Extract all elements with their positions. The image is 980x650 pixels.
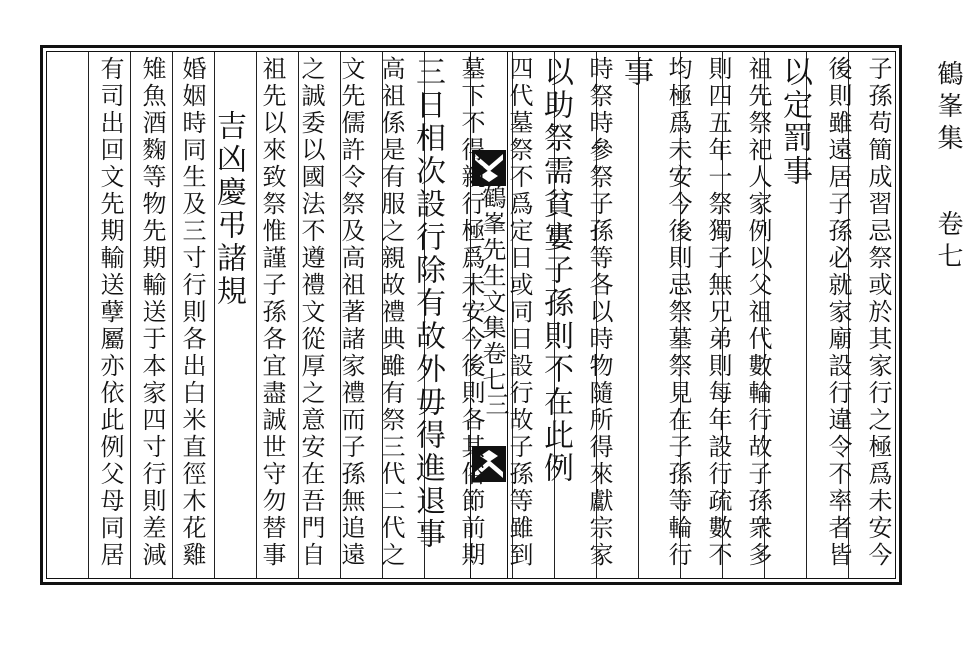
text-column: 婚姻時同生及三寸行則各出白米直徑木花雞 [178, 56, 206, 569]
text-column: 三日相次設行除有故外毋得進退事 [410, 56, 445, 551]
column-rule [88, 52, 89, 578]
text-column: 祖先以來致祭惟謹子孫各宜盡誠世守勿替事 [258, 56, 286, 569]
text-column: 後則雖遠居子孫必就家廟設行違令不率者皆 [824, 56, 852, 569]
text-column: 四代墓祭不爲定日或同日設行故子孫等雖到 [505, 56, 533, 569]
volume-label-margin: 卷七 [933, 210, 963, 274]
text-column: 有司出回文先期輸送孽屬亦依此例父母同居 [96, 56, 124, 569]
text-column: 墓下不得親行極爲未安今後則各其俗節前期 [457, 56, 485, 569]
text-column: 以助祭需貧寠子孫則不在此例 [538, 56, 573, 485]
text-column: 文先儒許令祭及高祖著諸家禮而子孫無追遠 [337, 56, 365, 569]
text-column: 祖先祭祀人家例以父祖代數輪行故子孫衆多 [744, 56, 772, 569]
text-column: 高祖係是有服之親故禮典雖有祭三代二代之 [377, 56, 405, 569]
fold-title: 鶴峯先生文集卷七 [478, 185, 506, 393]
text-column: 子孫苟簡成習忌祭或於其家行之極爲未安今 [864, 56, 892, 569]
text-column: 之誠委以國法不遵禮文從厚之意安在吾門自 [297, 56, 325, 569]
text-column: 則四五年一祭獨子無兄弟則每年設行疏數不 [704, 56, 732, 569]
text-column: 雉魚酒麴等物先期輸送于本家四寸行則差減 [138, 56, 166, 569]
text-column: 以定罰事 [777, 56, 812, 188]
book-title-margin: 鶴峯集 [933, 60, 963, 156]
text-column: 時祭時參祭子孫等各以時物隨所得來獻宗家 [585, 56, 613, 569]
section-heading: 吉凶慶弔諸規 [211, 110, 246, 308]
text-column: 均極爲未安今後則忌祭墓祭見在子孫等輪行 [664, 56, 692, 569]
column-rule [638, 52, 639, 578]
text-column: 事 [618, 56, 653, 89]
fold-page-number: 三 [481, 392, 509, 416]
